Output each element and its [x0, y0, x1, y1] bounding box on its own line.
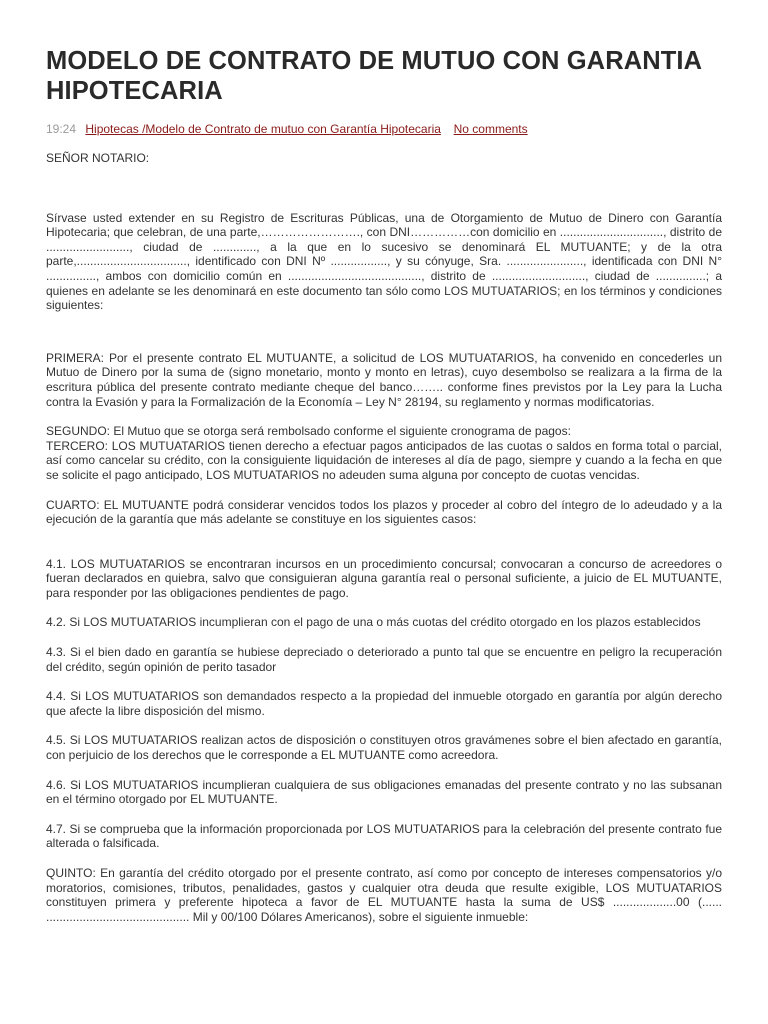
contract-body — [46, 151, 722, 924]
post-time: 19:24 — [46, 122, 77, 136]
comments-link[interactable]: No comments — [453, 122, 528, 136]
salutation: SEÑOR NOTARIO: — [46, 151, 150, 165]
clause-4-2: 4.2. Si LOS MUTUATARIOS incumplieran con el pago de una o más cuotas del crédito otorgado en los plazos establecidos — [46, 615, 701, 630]
paragraph-intro: Sírvase usted extender en su Registro de Escrituras Públicas, una de Otorgamiento de Mutuo de Dinero con Garantía Hipotecaria; que celebran, de una parte,……………………., con DNI……………con domicilio en ..............................., distrito de ........................., ciudad de ............., a la que en lo sucesivo se denominará EL MUTUANTE; y de la otra parte,................................., identificado con DNI Nº ................., y su cónyuge, Sra. ......................., identificada con DNI N° ..............., ambos con domicilio común en ........................................, distrito de ............................, ciudad de ...............; a quienes en adelante se les denominará en este documento tan sólo como LOS MUTUATARIOS; en los términos y condiciones siguientes: — [46, 210, 722, 313]
clause-4-3: 4.3. Si el bien dado en garantía se hubiese depreciado o deteriorado a punto tal que se encuentre en peligro la recuperación del crédito, según opinión de perito tasador — [46, 645, 722, 674]
clause-4-1: 4.1. LOS MUTUATARIOS se encontraran incursos en un procedimiento concursal; convocaran a concurso de acreedores o fueran declarados en quiebra, salvo que consiguieran alguna garantía real o personal suficiente, a juicio de EL MUTUANTE, para responder por las obligaciones pendientes de pago. — [46, 556, 722, 600]
paragraph-cuarto: CUARTO: EL MUTUANTE podrá considerar vencidos todos los plazos y proceder al cobro del íntegro de lo adeudado y a la ejecución de la garantía que más adelante se constituye en los siguientes casos: — [46, 497, 722, 527]
paragraph-tercero: TERCERO: LOS MUTUATARIOS tienen derecho a efectuar pagos anticipados de las cuotas o saldos en forma total o parcial, así como cancelar su crédito, con la consiguiente liquidación de intereses al día de pago, siempre y cuando a la fecha en que se solicite el pago anticipado, LOS MUTUATARIOS no adeuden suma alguna por concepto de cuotas vencidas. — [46, 438, 722, 482]
paragraph-primera: PRIMERA: Por el presente contrato EL MUTUANTE, a solicitud de LOS MUTUATARIOS, ha convenido en concederles un Mutuo de Dinero por la suma de (signo monetario, monto y monto en letras), cuyo desembolso se realizara a la firma de la escritura pública del presente contrato mediante cheque del banco…….. conforme fines previstos por la Ley para la Lucha contra la Evasión y para la Formalización de la Economía – Ley N° 28194, su reglamento y normas modificatorias. — [46, 350, 722, 409]
paragraph-quinto: QUINTO: En garantía del crédito otorgado por el presente contrato, así como por concepto de intereses compensatorios y/o moratorios, comisiones, tributos, penalidades, gastos y cualquier otra deuda que resulte exigible, LOS MUTUATARIOS constituyen primera y preferente hipoteca a favor de EL MUTUANTE hasta la suma de US$ ...................00 (...... ........................................... Mil y 00/100 Dólares Americanos), sobre el siguiente inmueble: — [46, 866, 722, 924]
clause-4-7: 4.7. Si se comprueba que la información proporcionada por LOS MUTUATARIOS para la celebración del presente contrato fue alterada o falsificada. — [46, 821, 722, 851]
post-meta — [46, 122, 722, 137]
category-link[interactable]: Hipotecas /Modelo de Contrato de mutuo con Garantía Hipotecaria — [85, 122, 441, 136]
page-title: MODELO DE CONTRATO DE MUTUO CON GARANTIA HIPOTECARIA — [46, 47, 702, 105]
clause-4-6: 4.6. Si LOS MUTUATARIOS incumplieran cualquiera de sus obligaciones emanadas del presente contrato y no las subsanan en el término otorgado por EL MUTUANTE. — [46, 777, 722, 807]
clause-4-5: 4.5. Si LOS MUTUATARIOS realizan actos de disposición o constituyen otros gravámenes sobre el bien afectado en garantía, con perjuicio de los derechos que le corresponde a EL MUTUANTE como acreedora. — [46, 733, 722, 763]
paragraph-segundo: SEGUNDO: El Mutuo que se otorga será rembolsado conforme el siguiente cronograma de pagos: — [46, 424, 571, 439]
clause-4-4: 4.4. Si LOS MUTUATARIOS son demandados respecto a la propiedad del inmueble otorgado en garantía por algún derecho que afecte la libre disposición del mismo. — [46, 689, 722, 718]
